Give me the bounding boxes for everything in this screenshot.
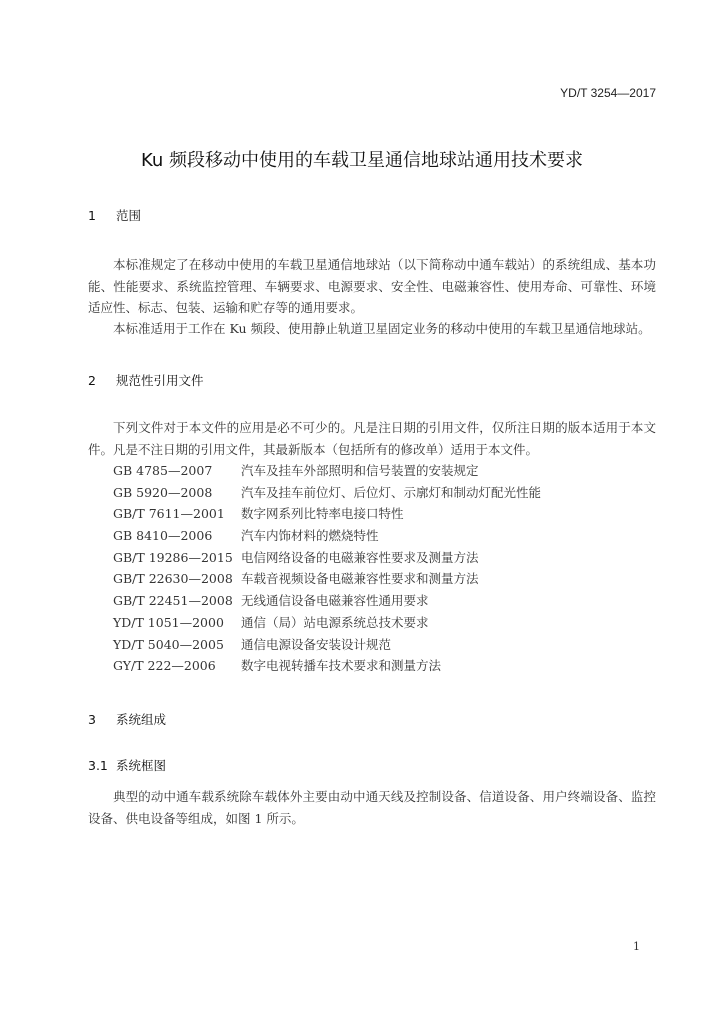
section-heading-scope xyxy=(88,206,141,224)
reference-title: 汽车及挂车前位灯、后位灯、示廓灯和制动灯配光性能 xyxy=(241,484,542,500)
reference-item xyxy=(113,461,541,483)
reference-item xyxy=(113,591,541,613)
section-title: 范围 xyxy=(116,208,142,223)
section-heading-normative-references xyxy=(88,371,204,389)
reference-title: 汽车及挂车外部照明和信号装置的安装规定 xyxy=(241,463,479,478)
reference-title: 数字电视转播车技术要求和测量方法 xyxy=(241,658,442,674)
scope-paragraph-1: 本标准规定了在移动中使用的车载卫星通信地球站（以下简称动中通车载站）的系统组成、基本功能、性能要求、系统监控管理、车辆要求、电源要求、安全性、电磁兼容性、使用寿命、可靠性、环境适应性、标志、包装、运输和贮存等的通用要求。 xyxy=(88,257,656,315)
reference-code: GB 5920—2008 xyxy=(113,484,213,500)
reference-item xyxy=(113,526,541,548)
reference-list xyxy=(113,461,541,678)
reference-title: 通信（局）站电源系统总技术要求 xyxy=(241,614,429,630)
section-number: 1 xyxy=(88,208,96,223)
reference-code: GB/T 7611—2001 xyxy=(113,506,225,522)
reference-item xyxy=(113,483,541,505)
reference-code: GB/T 22630—2008 xyxy=(113,571,233,587)
reference-code: GB/T 22451—2008 xyxy=(113,593,233,609)
reference-item xyxy=(113,569,541,591)
document-code: YD/T 3254—2017 xyxy=(560,86,656,100)
reference-code: YD/T 1051—2000 xyxy=(113,614,224,630)
reference-title: 汽车内饰材料的燃烧特性 xyxy=(241,528,379,544)
block-diagram-paragraph: 典型的动中通车载系统除车载体外主要由动中通天线及控制设备、信道设备、用户终端设备、监控设备、供电设备等组成，如图 1 所示。 xyxy=(88,789,656,826)
section-number: 2 xyxy=(88,373,96,388)
section-title: 系统组成 xyxy=(116,712,167,727)
section-number: 3 xyxy=(88,712,96,727)
reference-code: GB 8410—2006 xyxy=(113,528,213,544)
document-title: Ku 频段移动中使用的车载卫星通信地球站通用技术要求 xyxy=(140,150,584,171)
reference-title: 无线通信设备电磁兼容性通用要求 xyxy=(241,593,429,609)
reference-title: 通信电源设备安装设计规范 xyxy=(241,636,392,652)
reference-title: 电信网络设备的电磁兼容性要求及测量方法 xyxy=(241,549,479,565)
reference-item xyxy=(113,504,541,526)
reference-title: 数字网系列比特率电接口特性 xyxy=(241,506,404,522)
scope-paragraph-2: 本标准适用于工作在 Ku 频段、使用静止轨道卫星固定业务的移动中使用的车载卫星通信地球站。 xyxy=(113,321,651,336)
reference-item xyxy=(113,548,541,570)
reference-code: GY/T 222—2006 xyxy=(113,658,216,674)
reference-code: YD/T 5040—2005 xyxy=(113,636,224,652)
section-heading-system-composition xyxy=(88,710,166,728)
reference-item xyxy=(113,613,541,635)
page-number: 1 xyxy=(633,940,640,953)
subsection-heading-system-block-diagram xyxy=(88,756,166,774)
section-title: 规范性引用文件 xyxy=(116,373,204,388)
subsection-title: 系统框图 xyxy=(116,758,167,773)
reference-code: GB 4785—2007 xyxy=(113,463,213,478)
subsection-number: 3.1 xyxy=(88,758,108,773)
reference-code: GB/T 19286—2015 xyxy=(113,549,233,565)
reference-item xyxy=(113,635,541,657)
reference-title: 车载音视频设备电磁兼容性要求和测量方法 xyxy=(241,571,479,587)
references-intro-paragraph: 下列文件对于本文件的应用是必不可少的。凡是注日期的引用文件，仅所注日期的版本适用于本文件。凡是不注日期的引用文件，其最新版本（包括所有的修改单）适用于本文件。 xyxy=(88,420,656,457)
reference-item xyxy=(113,656,541,678)
